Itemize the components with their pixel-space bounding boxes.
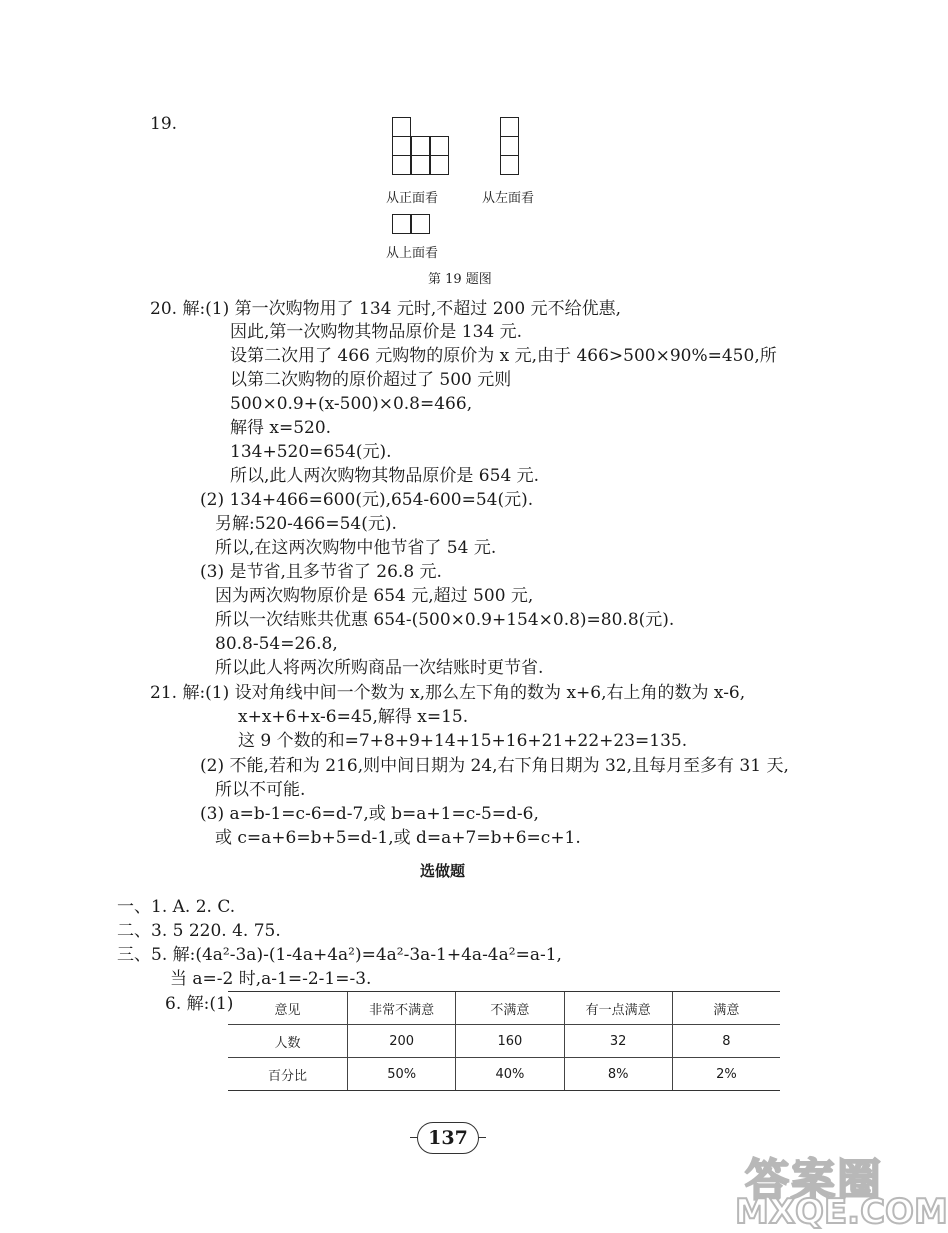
- q20-line: 134+520=654(元).: [230, 442, 392, 462]
- optional-line: 二、3. 5 220. 4. 75.: [117, 921, 281, 941]
- q20-line: 另解:520-466=54(元).: [215, 514, 397, 534]
- optional-line: 三、5. 解:(4a²-3a)-(1-4a+4a²)=4a²-3a-1+4a-4a²=a-1,: [117, 945, 562, 965]
- question-19-number: 19.: [150, 114, 178, 134]
- page-number: 137: [417, 1122, 479, 1154]
- q20-line: 500×0.9+(x-500)×0.8=466,: [230, 394, 473, 414]
- q20-line: 所以,在这两次购物中他节省了 54 元.: [215, 538, 497, 558]
- q21-line: 这 9 个数的和=7+8+9+14+15+16+21+22+23=135.: [238, 731, 688, 751]
- q20-line: 以第二次购物的原价超过了 500 元则: [230, 370, 512, 390]
- optional-line: 一、1. A. 2. C.: [117, 897, 236, 917]
- top-view-label: 从上面看: [386, 246, 439, 261]
- q20-line: 因为两次购物原价是 654 元,超过 500 元,: [215, 586, 534, 606]
- table-cell: 50%: [348, 1058, 456, 1091]
- figure-caption: 第 19 题图: [428, 272, 492, 287]
- table-header-row: [228, 992, 780, 1025]
- q21-line: 所以不可能.: [215, 780, 306, 800]
- q20-line: 80.8-54=26.8,: [215, 634, 338, 654]
- q21-line: x+x+6+x-6=45,解得 x=15.: [238, 707, 469, 727]
- table-cell: 200: [348, 1025, 456, 1058]
- optional-line: 6. 解:(1): [165, 994, 234, 1014]
- q20-line: 因此,第一次购物其物品原价是 134 元.: [230, 322, 523, 342]
- q20-line: 所以此人将两次所购商品一次结账时更节省.: [215, 658, 544, 678]
- table-cell: 160: [456, 1025, 564, 1058]
- table-header-cell: 非常不满意: [348, 992, 456, 1025]
- q20-line: 所以一次结账共优惠 654-(500×0.9+154×0.8)=80.8(元).: [215, 610, 675, 630]
- q21-line: (2) 不能,若和为 216,则中间日期为 24,右下角日期为 32,且每月至多有 31 天,: [200, 756, 789, 776]
- watermark-bottom-text: MXQE.COM: [735, 1192, 948, 1232]
- left-view-label: 从左面看: [482, 191, 535, 206]
- q20-line: (3) 是节省,且多节省了 26.8 元.: [200, 562, 442, 582]
- front-view-label: 从正面看: [386, 191, 439, 206]
- table-row: [228, 1025, 780, 1058]
- q20-line: 设第二次用了 466 元购物的原价为 x 元,由于 466>500×90%=450,所: [230, 346, 777, 366]
- table-cell: 百分比: [228, 1058, 348, 1091]
- survey-table: [228, 991, 780, 1091]
- q20-line: 20. 解:(1) 第一次购物用了 134 元时,不超过 200 元不给优惠,: [150, 299, 621, 319]
- q21-line: (3) a=b-1=c-6=d-7,或 b=a+1=c-5=d-6,: [200, 804, 539, 824]
- table-cell: 8: [672, 1025, 780, 1058]
- watermark-top-text: 答案圈: [745, 1155, 883, 1206]
- table-header-cell: 有一点满意: [564, 992, 672, 1025]
- table-cell: 8%: [564, 1058, 672, 1091]
- table-cell: 40%: [456, 1058, 564, 1091]
- table-cell: 人数: [228, 1025, 348, 1058]
- optional-line: 当 a=-2 时,a-1=-2-1=-3.: [170, 969, 372, 989]
- q21-line: 21. 解:(1) 设对角线中间一个数为 x,那么左下角的数为 x+6,右上角的数为 x-6,: [150, 683, 746, 703]
- q21-line: 或 c=a+6=b+5=d-1,或 d=a+7=b+6=c+1.: [215, 828, 581, 848]
- q20-line: (2) 134+466=600(元),654-600=54(元).: [200, 490, 534, 510]
- optional-heading: 选做题: [420, 862, 466, 880]
- table-cell: 32: [564, 1025, 672, 1058]
- q20-line: 解得 x=520.: [230, 418, 332, 438]
- table-header-cell: 不满意: [456, 992, 564, 1025]
- watermark-logo: [735, 1144, 948, 1233]
- q20-line: 所以,此人两次购物其物品原价是 654 元.: [230, 466, 540, 486]
- table-cell: 2%: [672, 1058, 780, 1091]
- table-header-cell: 意见: [228, 992, 348, 1025]
- table-header-cell: 满意: [672, 992, 780, 1025]
- table-row: [228, 1058, 780, 1091]
